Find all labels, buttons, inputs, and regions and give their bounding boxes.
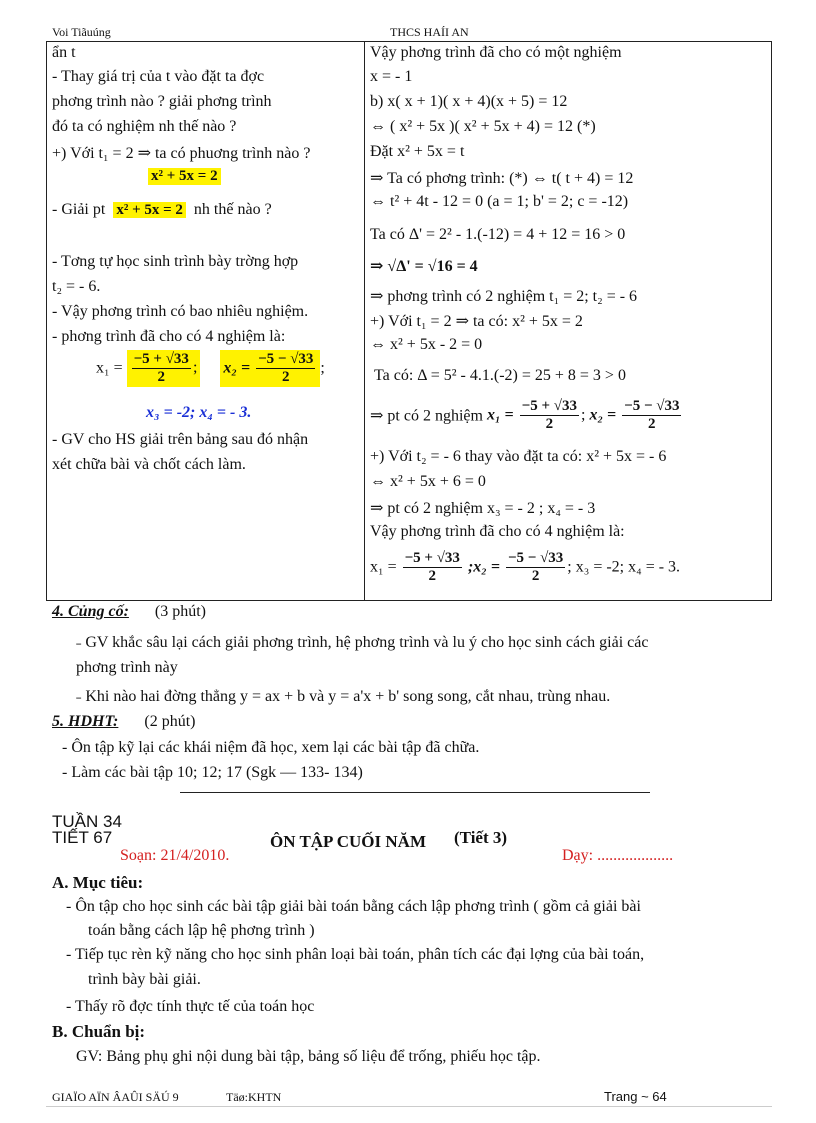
roots-x3-x4: x₃ = -2; x₄ = - 3. [146, 404, 252, 421]
right-line: +) Với t₂ = - 6 thay vào đặt ta có: x² + 5x = - 6 [370, 448, 667, 465]
right-line: Vậy phơng trình đã cho có 4 nghiệm là: [370, 523, 625, 540]
footer-mid: Täø:KHTN [226, 1090, 282, 1104]
right-line: +) Với t₁ = 2 ⇒ ta có: x² + 5x = 2 [370, 313, 583, 330]
right-line: Ta có: Δ = 5² - 4.1.(-2) = 25 + 8 = 3 > 0 [374, 367, 626, 384]
right-line: ⇔ ( x² + 5x )( x² + 5x + 4) = 12 (*) [370, 118, 596, 135]
right-line: ⇔ t² + 4t - 12 = 0 (a = 1; b' = 2; c = -12) [370, 193, 629, 210]
right-line: b) x( x + 1)( x + 4)(x + 5) = 12 [370, 93, 568, 110]
section-4-bullet-cont: phơng trình này [76, 659, 178, 676]
right-line: ⇒ pt có 2 nghiệm x₃ = - 2 ; x₄ = - 3 [370, 500, 596, 517]
footer-rule [46, 1106, 772, 1107]
preparation-item: GV: Bảng phụ ghi nội dung bài tập, bảng số liệu để trống, phiếu học tập. [76, 1048, 541, 1065]
left-line: - Tơng tự học sinh trình bày trờng hợp [52, 253, 299, 270]
left-line: - Thay giá trị của t vào đặt ta đợc [52, 68, 265, 85]
left-line: - Vậy phơng trình có bao nhiêu nghiệm. [52, 303, 309, 320]
section-4-bullet: ˗ Khi nào hai đờng thẳng y = ax + b và y = a'x + b' song song, cắt nhau, trùng nhau. [76, 688, 611, 705]
right-line: x = - 1 [370, 68, 413, 85]
separator-rule [180, 792, 650, 793]
right-line: Vậy phơng trình đã cho có một nghiệm [370, 44, 622, 61]
header-rule [46, 41, 772, 42]
section-4-heading: 4. Củng cố: (3 phút) [52, 603, 207, 620]
objective-item-cont: trình bày bài giải. [88, 971, 201, 988]
left-line: +) Với t₁ = 2 ⇒ ta có phuơng trình nào ? [52, 145, 311, 162]
table-border-bottom [46, 600, 772, 601]
section-5-item: - Làm các bài tập 10; 12; 17 (Sgk — 133- 134) [62, 764, 363, 781]
right-line: ⇔ x² + 5x - 2 = 0 [370, 336, 483, 353]
right-line: ⇔ x² + 5x + 6 = 0 [370, 473, 486, 490]
equation-highlight: x² + 5x = 2 [148, 168, 221, 185]
left-line: t₂ = - 6. [52, 278, 101, 295]
right-line: Đặt x² + 5x = t [370, 143, 465, 160]
section-a-heading: A. Mục tiêu: [52, 873, 144, 892]
left-line: - Giải pt x² + 5x = 2 nh thế nào ? [52, 201, 272, 218]
lesson-title: ÔN TẬP CUỐI NĂM [270, 832, 426, 851]
right-final-roots: x₁ = $\frac{-5 + √33}{2}$ ;x₂ = $\frac{-5 - √33}{2}$ ; x₃ = -2; x₄ = - 3. [370, 550, 681, 584]
period-label: TIẾT 67 [52, 828, 113, 847]
header-left: Voi Tiãuúng [52, 25, 111, 39]
objective-item-cont: toán bằng cách lập hệ phơng trình ) [88, 922, 315, 939]
left-line: - phơng trình đã cho có 4 nghiệm là: [52, 328, 286, 345]
left-line: đó ta có nghiệm nh thế nào ? [52, 118, 237, 135]
section-5-item: - Ôn tập kỹ lại các khái niệm đã học, xem lại các bài tập đã chữa. [62, 739, 480, 756]
section-4-bullet: ˗ GV khắc sâu lại cách giải phơng trình, hệ phơng trình và lu ý cho học sinh cách giải các [76, 634, 649, 651]
right-line: ⇒ √Δ' = √16 = 4 [370, 258, 478, 275]
lesson-period: (Tiết 3) [454, 828, 508, 847]
prepared-date: Soạn: 21/4/2010. [120, 847, 230, 864]
footer-page: Trang ~ 64 [604, 1089, 667, 1104]
table-border-right [771, 41, 772, 601]
section-b-heading: B. Chuẩn bị: [52, 1022, 146, 1041]
right-line: Ta có Δ' = 2² - 1.(-12) = 4 + 12 = 16 > 0 [370, 226, 626, 243]
teaching-date: Dạy: ................... [562, 847, 674, 864]
left-line: xét chữa bài và chốt cách làm. [52, 456, 246, 473]
header-center: THCS HAÍI AN [390, 25, 469, 39]
objective-item: - Thấy rõ đợc tính thực tế của toán học [66, 998, 315, 1015]
section-5-heading: 5. HDHT: (2 phút) [52, 713, 196, 730]
objective-item: - Tiếp tục rèn kỹ năng cho học sinh phân loại bài toán, phân tích các đại lợng của bài toán, [66, 946, 645, 963]
right-roots-formula: ⇒ pt có 2 nghiệm x₁ = $\frac{-5 + √33}{2}$ ; x₂ = $\frac{-5 - √33}{2}$ [370, 398, 680, 432]
left-line: phơng trình nào ? giải phơng trình [52, 93, 272, 110]
table-divider [364, 41, 365, 601]
equation-highlight: x² + 5x = 2 [113, 202, 186, 218]
table-border-left [46, 41, 47, 601]
week-label: TUẦN 34 [52, 812, 122, 831]
right-line: ⇒ Ta có phơng trình: (*) ⇔ t( t + 4) = 12 [370, 170, 634, 187]
right-line: ⇒ phơng trình có 2 nghiệm t₁ = 2; t₂ = - 6 [370, 288, 638, 305]
footer-left: GIAÏO AÏN ÂAÛI SÄÚ 9 [52, 1090, 179, 1104]
left-line: ẩn t [52, 44, 76, 61]
objective-item: - Ôn tập cho học sinh các bài tập giải bài toán bằng cách lập phơng trình ( gồm cả giải bài [66, 898, 641, 915]
roots-formula: x₁ = $\frac{-5 + √33}{2}$ ; x₂ = $\frac{-5 - √33}{2}$ ; [96, 351, 325, 385]
left-line: - GV cho HS giải trên bảng sau đó nhận [52, 431, 309, 448]
